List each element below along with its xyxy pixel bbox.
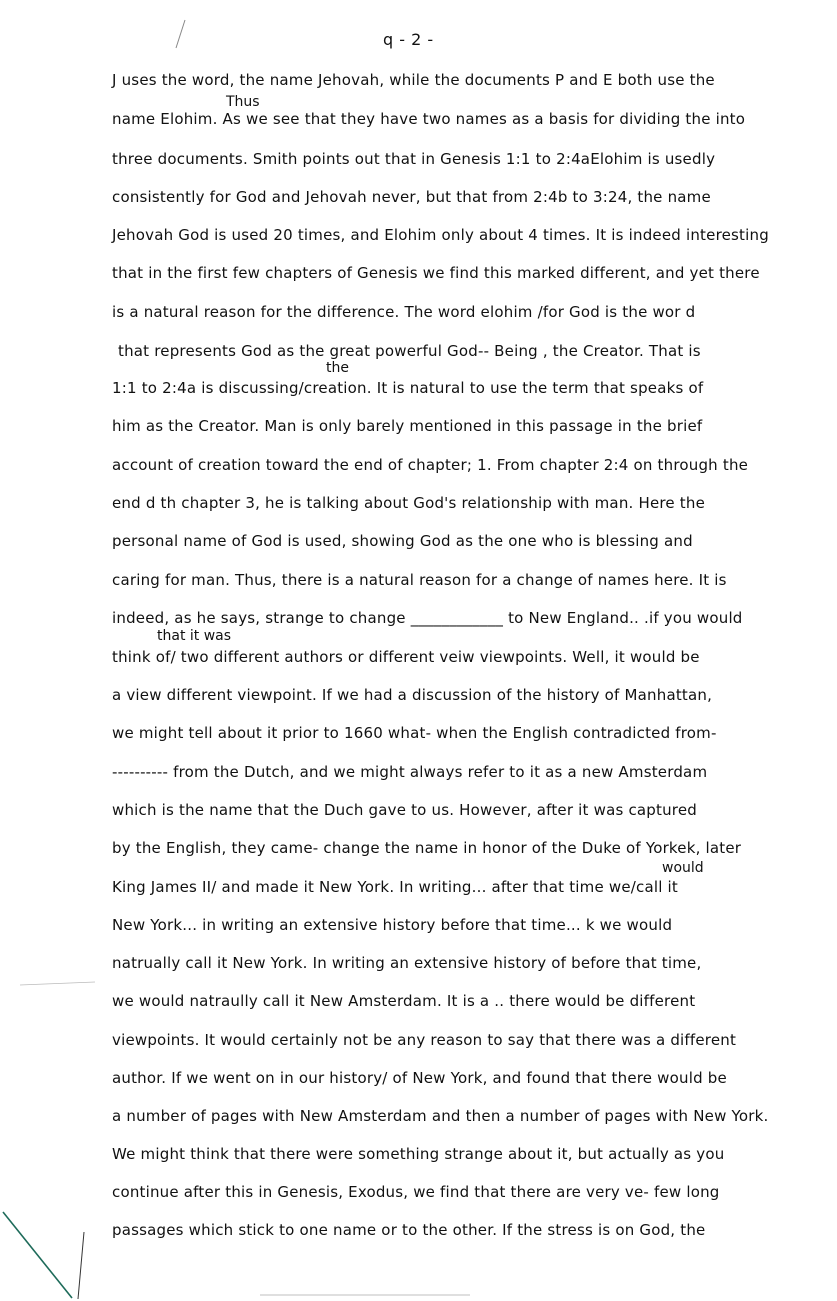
page-number: q - 2 - — [383, 30, 434, 49]
text-line: him as the Creator. Man is only barely mentioned in this passage in the brief — [112, 417, 703, 435]
text-line: that in the first few chapters of Genesis we find this marked different, and yet there — [112, 264, 760, 282]
text-line: indeed, as he says, strange to change ____________ to New England.. .if you would — [112, 609, 743, 627]
text-line: three documents. Smith points out that in Genesis 1:1 to 2:4aElohim is usedly — [112, 150, 716, 168]
text-line: we would natraully call it New Amsterdam. It is a .. there would be different — [112, 992, 696, 1010]
text-line: consistently for God and Jehovah never, but that from 2:4b to 3:24, the name — [112, 188, 711, 206]
text-line: author. If we went on in our history/ of New York, and found that there would be — [112, 1069, 727, 1087]
text-line: J uses the word, the name Jehovah, while the documents P and E both use the — [112, 71, 715, 89]
text-line: natrually call it New York. In writing an extensive history of before that time, — [112, 954, 702, 972]
text-line: by the English, they came- change the name in honor of the Duke of Yorkek, later — [112, 839, 742, 857]
text-line: a view different viewpoint. If we had a discussion of the history of Manhattan, — [112, 686, 713, 704]
text-line: is a natural reason for the difference. The word elohim /for God is the wor d — [112, 303, 696, 321]
text-line: passages which stick to one name or to the other. If the stress is on God, the — [112, 1221, 706, 1239]
text-line: We might think that there were something strange about it, but actually as you — [112, 1145, 725, 1163]
insert-would: would — [662, 860, 704, 876]
text-line: we might tell about it prior to 1660 what- when the English contradicted from- — [112, 724, 717, 742]
text-line: caring for man. Thus, there is a natural reason for a change of names here. It is — [112, 571, 727, 589]
text-line: account of creation toward the end of chapter; 1. From chapter 2:4 on through the — [112, 456, 749, 474]
text-line: a number of pages with New Amsterdam and then a number of pages with New York. — [112, 1107, 769, 1125]
text-line: end d th chapter 3, he is talking about God's relationship with man. Here the — [112, 494, 706, 512]
text-line: viewpoints. It would certainly not be any reason to say that there was a different — [112, 1031, 737, 1049]
text-line: New York... in writing an extensive history before that time... k we would — [112, 916, 673, 934]
text-line: that represents God as the great powerful God-- Being , the Creator. That is — [118, 342, 701, 360]
text-line: 1:1 to 2:4a is discussing/creation. It is natural to use the term that speaks of — [112, 379, 704, 397]
text-line: continue after this in Genesis, Exodus, we find that there are very ve- few long — [112, 1183, 720, 1201]
insert-that-it-was: that it was — [157, 628, 232, 644]
insert-thus: Thus — [226, 94, 260, 110]
text-line: which is the name that the Duch gave to us. However, after it was captured — [112, 801, 697, 819]
text-line: Jehovah God is used 20 times, and Elohim only about 4 times. It is indeed interesting — [112, 226, 769, 244]
text-line: personal name of God is used, showing God as the one who is blessing and — [112, 532, 693, 550]
text-line: King James II/ and made it New York. In writing... after that time we/call it — [112, 878, 678, 896]
text-line: think of/ two different authors or different veiw viewpoints. Well, it would be — [112, 648, 700, 666]
text-line: name Elohim. As we see that they have two names as a basis for dividing the into — [112, 110, 746, 128]
insert-the: the — [326, 360, 349, 376]
text-line: ---------- from the Dutch, and we might always refer to it as a new Amsterdam — [112, 763, 708, 781]
